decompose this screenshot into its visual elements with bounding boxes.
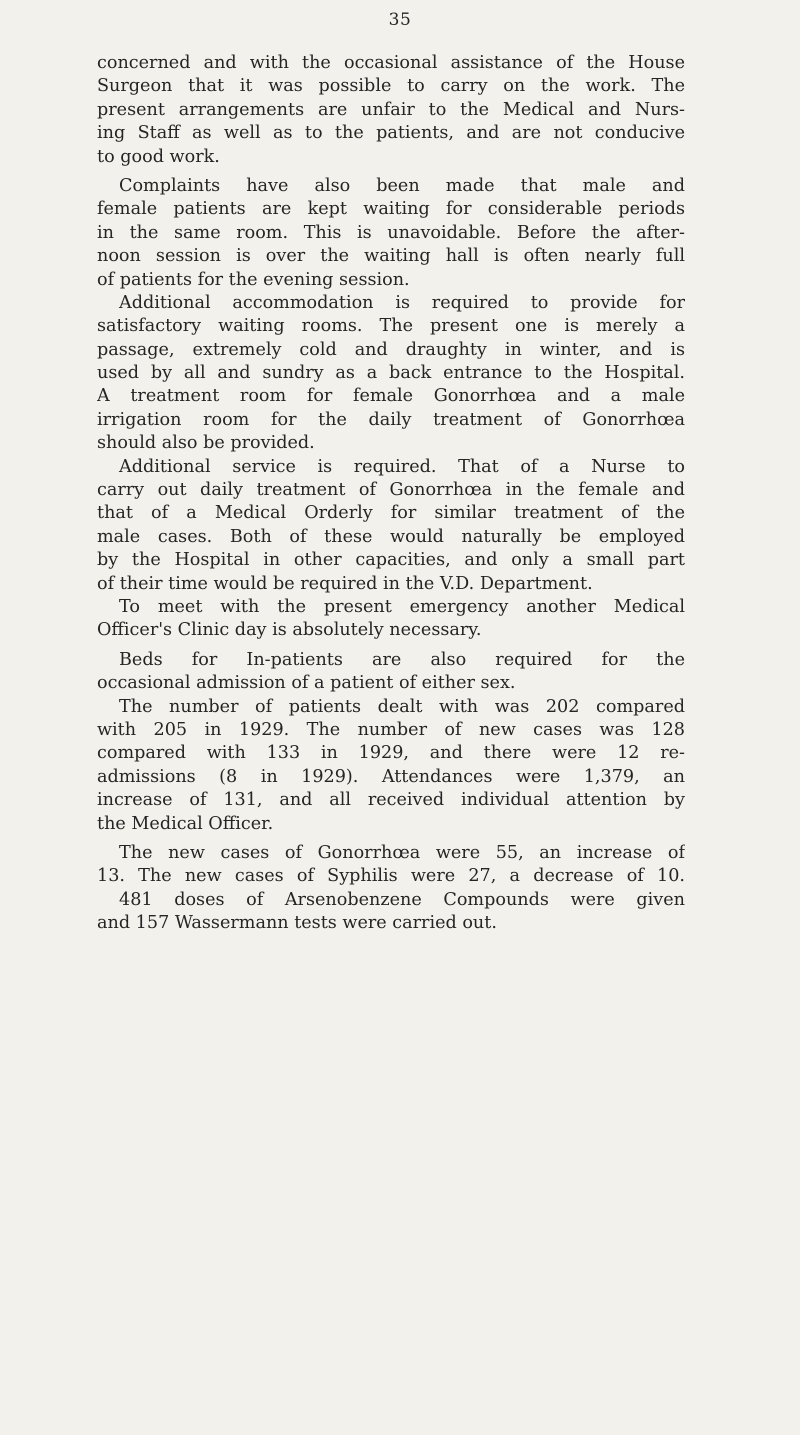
- text-line: present arrangements are unfair to the Medical and Nurs-: [97, 99, 685, 120]
- text-line: of patients for the evening session.: [97, 269, 410, 290]
- text-line: compared with 133 in 1929, and there were 12 re-: [97, 743, 685, 764]
- paragraph-5: [97, 596, 685, 643]
- text-line: The number of patients dealt with was 202 compared: [119, 696, 685, 717]
- text-line: satisfactory waiting rooms. The present one is merely a: [97, 316, 685, 337]
- text-line: 481 doses of Arsenobenzene Compounds were given: [119, 889, 685, 910]
- text-line: by the Hospital in other capacities, and only a small part: [97, 550, 685, 571]
- paragraph-2: [97, 175, 685, 292]
- paragraph-1: [97, 52, 685, 169]
- text-line: 13. The new cases of Syphilis were 27, a decrease of 10.: [97, 866, 685, 887]
- text-line: Surgeon that it was possible to carry on the work. The: [97, 76, 685, 97]
- text-line: ing Staff as well as to the patients, and are not conducive: [97, 123, 685, 144]
- text-line: noon session is over the waiting hall is often nearly full: [97, 246, 685, 267]
- text-line: To meet with the present emergency another Medical: [119, 596, 685, 617]
- text-line: female patients are kept waiting for considerable periods: [97, 199, 685, 220]
- text-line: to good work.: [97, 146, 220, 167]
- text-line: admissions (8 in 1929). Attendances were 1,379, an: [97, 766, 685, 787]
- text-line: male cases. Both of these would naturally be employed: [97, 526, 685, 547]
- text-line: Officer's Clinic day is absolutely necessary.: [97, 620, 482, 641]
- text-line: passage, extremely cold and draughty in winter, and is: [97, 339, 685, 360]
- text-line: Complaints have also been made that male and: [119, 175, 685, 196]
- text-line: should also be provided.: [97, 433, 315, 454]
- paragraph-6: [97, 649, 685, 696]
- text-line: The new cases of Gonorrhœa were 55, an increase of: [119, 842, 685, 863]
- text-line: and 157 Wassermann tests were carried out.: [97, 913, 497, 934]
- paragraph-4: [97, 456, 685, 596]
- text-line: the Medical Officer.: [97, 813, 274, 834]
- text-line: Beds for In-patients are also required for the: [119, 649, 685, 670]
- paragraph-3: [97, 292, 685, 456]
- text-line: increase of 131, and all received individual attention by: [97, 790, 685, 811]
- text-line: Additional service is required. That of a Nurse to: [119, 456, 685, 477]
- text-line: A treatment room for female Gonorrhœa and a male: [97, 386, 685, 407]
- text-line: irrigation room for the daily treatment of Gonorrhœa: [97, 409, 685, 430]
- text-line: concerned and with the occasional assistance of the House: [97, 53, 685, 73]
- body-text: [97, 52, 685, 935]
- text-line: that of a Medical Orderly for similar treatment of the: [97, 503, 685, 524]
- paragraph-8: [97, 842, 685, 936]
- text-line: in the same room. This is unavoidable. Before the after-: [97, 222, 685, 243]
- paragraph-7: [97, 696, 685, 836]
- text-line: used by all and sundry as a back entrance to the Hospital.: [97, 363, 685, 384]
- text-line: of their time would be required in the V.D. Department.: [97, 573, 593, 594]
- text-line: Additional accommodation is required to provide for: [119, 292, 685, 313]
- text-line: carry out daily treatment of Gonorrhœa in the female and: [97, 480, 685, 501]
- text-line: occasional admission of a patient of either sex.: [97, 673, 516, 694]
- page-number: 35: [388, 10, 412, 30]
- text-line: with 205 in 1929. The number of new cases was 128: [97, 719, 685, 740]
